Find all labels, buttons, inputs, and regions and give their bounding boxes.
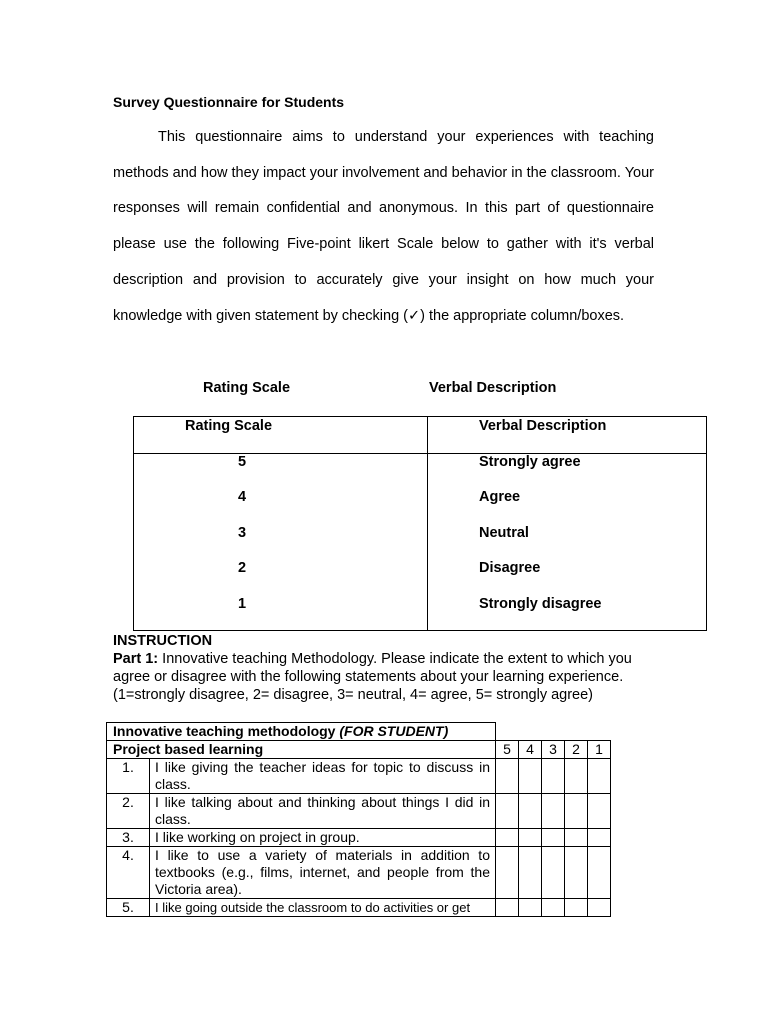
part-label: Part 1: xyxy=(113,651,159,667)
rating-scale-value: 1 xyxy=(238,596,247,612)
rating-checkbox-1[interactable] xyxy=(588,829,611,847)
rating-checkbox-4[interactable] xyxy=(519,899,542,917)
rating-scale-heading: Rating Scale xyxy=(203,380,291,396)
rating-checkbox-2[interactable] xyxy=(565,899,588,917)
part-1-description xyxy=(113,650,658,686)
item-statement: I like to use a variety of materials in addition to textbooks (e.g., films, internet, and people from the Victoria area). xyxy=(150,847,496,899)
item-statement: I like talking about and thinking about things I did in class. xyxy=(150,794,496,829)
section-label: Project based learning xyxy=(107,741,496,759)
rating-checkbox-5[interactable] xyxy=(496,829,519,847)
item-number: 5. xyxy=(107,899,150,917)
rating-checkbox-2[interactable] xyxy=(565,759,588,794)
rating-checkbox-1[interactable] xyxy=(588,759,611,794)
item-statement: I like giving the teacher ideas for topic to discuss in class. xyxy=(150,759,496,794)
page-title: Survey Questionnaire for Students xyxy=(113,94,345,110)
rating-checkbox-3[interactable] xyxy=(542,829,565,847)
rating-description: Agree xyxy=(479,489,521,505)
rating-checkbox-4[interactable] xyxy=(519,759,542,794)
rating-scale-value: 5 xyxy=(238,454,247,470)
rating-checkbox-1[interactable] xyxy=(588,794,611,829)
table-divider xyxy=(134,453,706,454)
rating-checkbox-3[interactable] xyxy=(542,899,565,917)
scale-header: 3 xyxy=(542,741,565,759)
scale-header: 2 xyxy=(565,741,588,759)
survey-title-row xyxy=(107,723,611,741)
rating-checkbox-4[interactable] xyxy=(519,829,542,847)
item-statement: I like working on project in group. xyxy=(150,829,496,847)
verbal-description-heading: Verbal Description xyxy=(429,380,557,396)
item-number: 1. xyxy=(107,759,150,794)
rating-checkbox-4[interactable] xyxy=(519,794,542,829)
rating-description: Neutral xyxy=(479,525,529,541)
scale-header: 5 xyxy=(496,741,519,759)
table-row xyxy=(107,794,611,829)
rating-checkbox-2[interactable] xyxy=(565,829,588,847)
empty-cell xyxy=(496,723,611,741)
column-header-rating-scale: Rating Scale xyxy=(185,418,273,434)
rating-checkbox-3[interactable] xyxy=(542,847,565,899)
rating-scale-value: 3 xyxy=(238,525,247,541)
table-row xyxy=(107,847,611,899)
table-divider xyxy=(427,417,428,630)
part-text: Innovative teaching Methodology. Please indicate the extent to which you agree or disagree with the following statements about your learning experience. xyxy=(113,651,632,685)
survey-title-italic: (FOR STUDENT) xyxy=(339,723,449,739)
rating-checkbox-5[interactable] xyxy=(496,847,519,899)
rating-description: Disagree xyxy=(479,560,541,576)
rating-checkbox-1[interactable] xyxy=(588,847,611,899)
scale-header: 1 xyxy=(588,741,611,759)
rating-scale-table xyxy=(133,416,707,631)
scale-header: 4 xyxy=(519,741,542,759)
instruction-heading: INSTRUCTION xyxy=(113,633,213,649)
rating-checkbox-1[interactable] xyxy=(588,899,611,917)
survey-title-text: Innovative teaching methodology xyxy=(113,723,340,739)
item-statement: I like going outside the classroom to do activities or get xyxy=(150,899,496,917)
item-number: 2. xyxy=(107,794,150,829)
table-row xyxy=(107,759,611,794)
section-header-row xyxy=(107,741,611,759)
rating-scale-value: 4 xyxy=(238,489,247,505)
rating-description: Strongly agree xyxy=(479,454,581,470)
rating-checkbox-5[interactable] xyxy=(496,759,519,794)
scale-note: (1=strongly disagree, 2= disagree, 3= neutral, 4= agree, 5= strongly agree) xyxy=(113,687,594,703)
table-row xyxy=(107,829,611,847)
rating-checkbox-3[interactable] xyxy=(542,759,565,794)
column-header-verbal-description: Verbal Description xyxy=(479,418,607,434)
rating-scale-value: 2 xyxy=(238,560,247,576)
rating-description: Strongly disagree xyxy=(479,596,602,612)
survey-table-title xyxy=(107,723,496,741)
rating-checkbox-5[interactable] xyxy=(496,899,519,917)
item-number: 4. xyxy=(107,847,150,899)
survey-table xyxy=(106,722,611,917)
rating-checkbox-4[interactable] xyxy=(519,847,542,899)
instruction-block xyxy=(113,632,658,704)
item-number: 3. xyxy=(107,829,150,847)
rating-checkbox-2[interactable] xyxy=(565,794,588,829)
rating-checkbox-5[interactable] xyxy=(496,794,519,829)
rating-checkbox-3[interactable] xyxy=(542,794,565,829)
intro-paragraph: This questionnaire aims to understand your experiences with teaching methods and how they impact your involvement and behavior in the classroom. Your responses will remain confidential and anonymous. In this part of questionnaire please use the following Five-point likert Scale below to gather with it's verbal description and provision to accurately give your insight on how much your knowledge with given statement by checking (✓) the appropriate column/boxes. xyxy=(113,129,654,324)
rating-checkbox-2[interactable] xyxy=(565,847,588,899)
table-row xyxy=(107,899,611,917)
